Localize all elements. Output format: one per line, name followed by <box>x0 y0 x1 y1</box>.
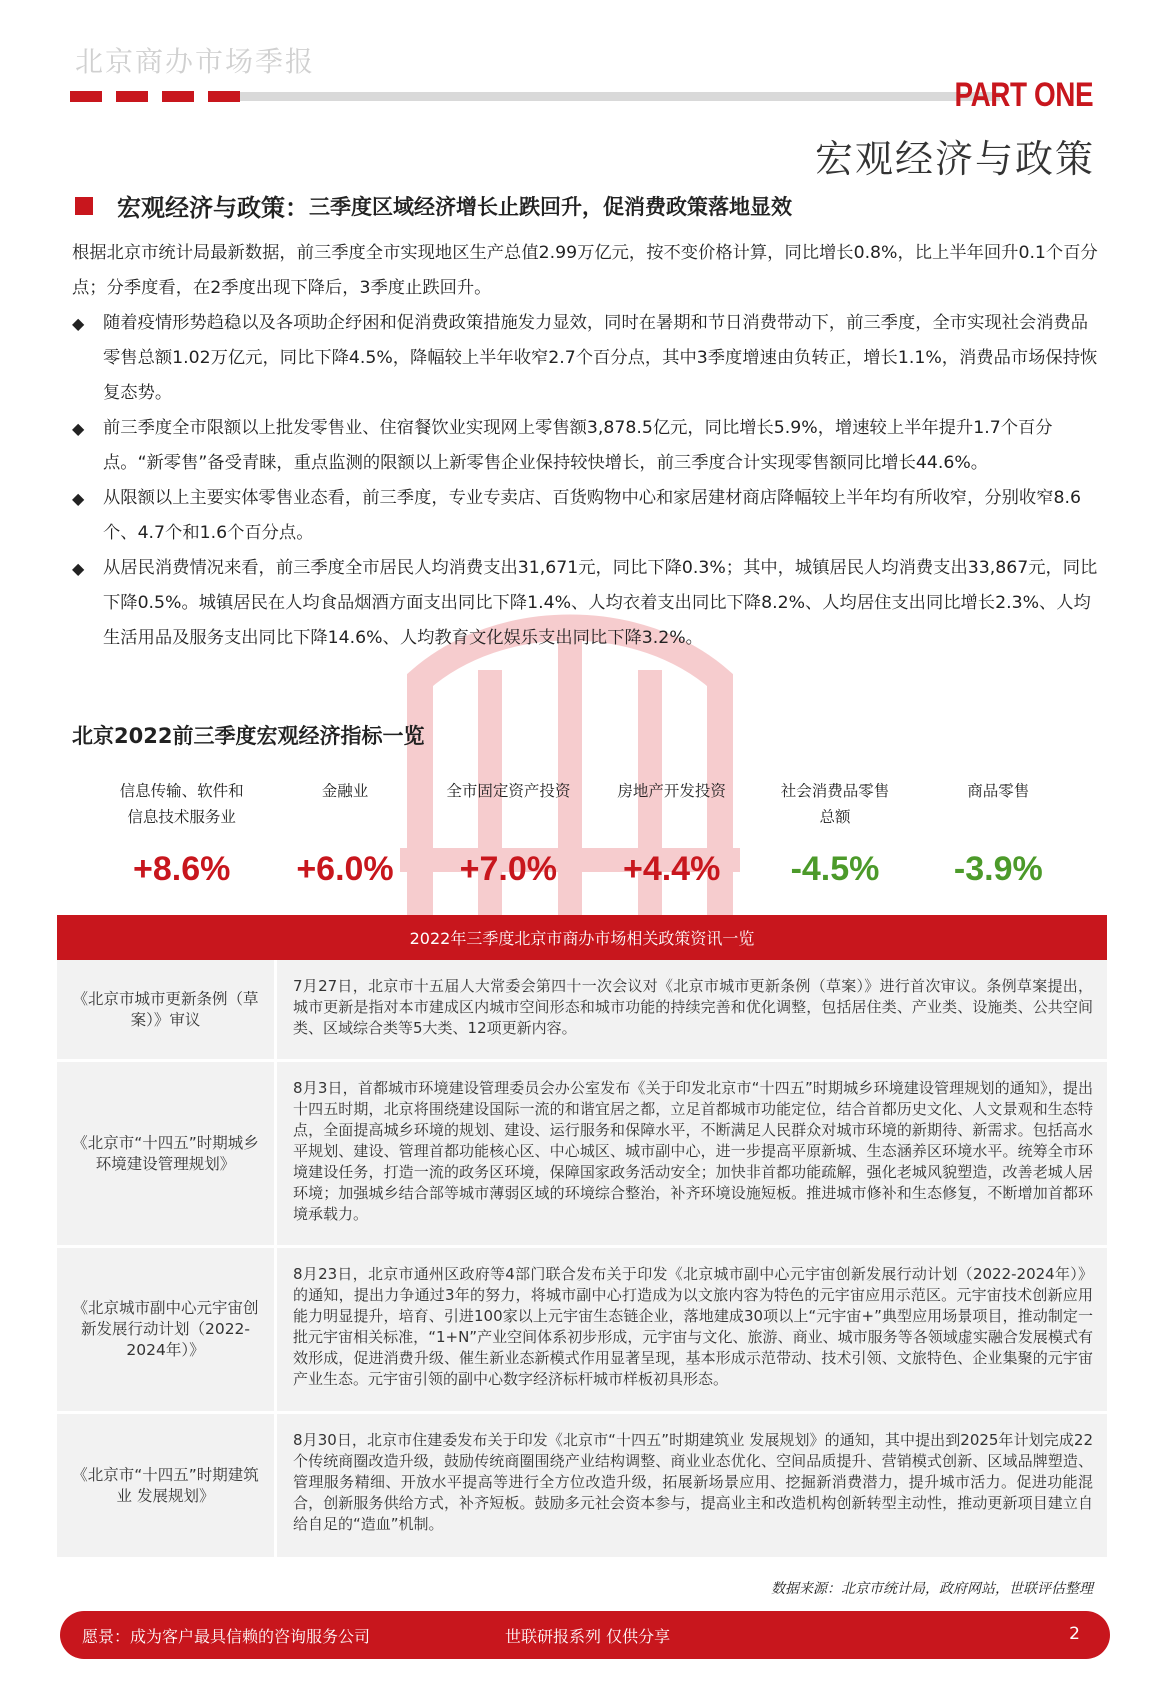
indicator-card <box>917 778 1080 889</box>
policy-table-title: 2022年三季度北京市商办市场相关政策资讯一览 <box>57 915 1107 960</box>
indicator-label: 房地产开发投资 <box>617 782 726 800</box>
policy-name: 《北京市城市更新条例（草案）》审议 <box>57 960 277 1059</box>
footer-series: 世联研报系列 仅供分享 <box>505 1627 671 1646</box>
indicator-value: -4.5% <box>790 850 880 888</box>
policy-desc: 8月23日，北京市通州区政府等4部门联合发布关于印发《北京城市副中心元宇宙创新发展行动计划（2022-2024年）》的通知，提出力争通过3年的努力，将城市副中心打造成为以文旅内容为特色的元宇宙应用示范区。元宇宙技术创新应用能力明显提升，培育、引进100家以上元宇宙生态链企业，落地建成30项以上“元宇宙+”典型应用场景项目，推动制定一批元宇宙相关标准，“1+N”产业空间体系初步形成，元宇宙与文化、旅游、商业、城市服务等各领域虚实融合发展模式有效形成，促进消费升级、催生新业态新模式作用显著呈现，基本形成示范带动、技术引领、文旅特色、企业集聚的元宇宙产业生态。元宇宙引领的副中心数字经济标杆城市样板初具形态。 <box>293 1265 1093 1388</box>
indicator-value: -3.9% <box>953 850 1043 888</box>
footer-bar <box>60 1611 1110 1659</box>
indicator-label: 商品零售 <box>967 782 1030 800</box>
intro-paragraph: 根据北京市统计局最新数据，前三季度全市实现地区生产总值2.99万亿元，按不变价格计算，同比增长0.8%，比上半年回升0.1个百分点；分季度看，在2季度出现下降后，3季度止跌回升。 <box>72 243 1098 298</box>
page-number: 2 <box>1069 1624 1080 1644</box>
indicator-card <box>100 778 263 889</box>
indicator-row <box>100 778 1080 889</box>
indicator-value: +6.0% <box>296 850 394 888</box>
indicator-value: +7.0% <box>459 850 557 888</box>
heading-main: 宏观经济与政策： <box>117 194 309 222</box>
indicator-card <box>427 778 590 889</box>
indicator-card <box>753 778 916 889</box>
indicator-label: 金融业 <box>321 782 369 800</box>
policy-table <box>57 915 1107 1560</box>
table-row <box>57 1248 1107 1414</box>
section-heading <box>75 188 792 223</box>
diamond-bullet-icon: ◆ <box>72 489 85 508</box>
diamond-bullet-icon: ◆ <box>72 559 85 578</box>
header-red-bar <box>116 91 148 102</box>
data-source-note: 数据来源：北京市统计局，政府网站，世联评估整理 <box>771 1581 1093 1597</box>
table-row <box>57 1062 1107 1248</box>
bullet-text: 从限额以上主要实体零售业态看，前三季度，专业专卖店、百货购物中心和家居建材商店降幅较上半年均有所收窄，分别收窄8.6个、4.7个和1.6个百分点。 <box>103 488 1081 543</box>
header-grey-bar <box>240 92 1000 101</box>
bullet-item <box>72 481 1102 551</box>
indicator-value: +8.6% <box>132 850 231 888</box>
bullet-text: 前三季度全市限额以上批发零售业、住宿餐饮业实现网上零售额3,878.5亿元，同比增长5.9%，增速较上半年提升1.7个百分点。“新零售”备受青睐，重点监测的限额以上新零售企业保持较快增长，前三季度合计实现零售额同比增长44.6%。 <box>103 418 1053 473</box>
indicator-label: 社会消费品零售 总额 <box>780 782 890 826</box>
header-divider <box>70 91 930 102</box>
table-row <box>57 960 1107 1062</box>
header-red-bar <box>208 91 240 102</box>
section-title: 宏观经济与政策 <box>814 137 1095 181</box>
header-red-bar <box>70 91 102 102</box>
indicator-label: 信息传输、软件和 信息技术服务业 <box>119 782 244 826</box>
indicators-title: 北京2022前三季度宏观经济指标一览 <box>72 724 425 748</box>
policy-name: 《北京市“十四五”时期城乡环境建设管理规划》 <box>57 1062 277 1245</box>
indicator-card <box>590 778 753 889</box>
policy-name: 《北京城市副中心元宇宙创新发展行动计划（2022-2024年）》 <box>57 1248 277 1411</box>
indicator-value: +4.4% <box>622 850 721 888</box>
policy-desc: 7月27日，北京市十五届人大常委会第四十一次会议对《北京市城市更新条例（草案）》进行首次审议。条例草案提出，城市更新是指对本市建成区内城市空间形态和城市功能的持续完善和优化调整，包括居住类、产业类、设施类、公共空间类、区域综合类等5大类、12项更新内容。 <box>293 977 1093 1037</box>
footer-vision: 愿景：成为客户最具信赖的咨询服务公司 <box>82 1627 371 1646</box>
policy-name: 《北京市“十四五”时期建筑业 发展规划》 <box>57 1414 277 1557</box>
bullet-item <box>72 306 1102 411</box>
bullet-item <box>72 551 1102 656</box>
report-series-title: 北京商办市场季报 <box>75 45 316 78</box>
heading-square-icon <box>75 197 93 215</box>
indicator-card <box>263 778 426 889</box>
body-text <box>72 236 1102 656</box>
heading-sub: 三季度区域经济增长止跌回升，促消费政策落地显效 <box>309 194 792 219</box>
bullet-text: 从居民消费情况来看，前三季度全市居民人均消费支出31,671元，同比下降0.3%；其中，城镇居民人均消费支出33,867元，同比下降0.5%。城镇居民在人均食品烟酒方面支出同比下降1.4%、人均衣着支出同比下降8.2%、人均居住支出同比增长2.3%、人均生活用品及服务支出同比下降14.6%、人均教育文化娱乐支出同比下降3.2%。 <box>103 558 1098 648</box>
bullet-item <box>72 411 1102 481</box>
diamond-bullet-icon: ◆ <box>72 419 85 438</box>
table-row <box>57 1414 1107 1560</box>
bullet-text: 随着疫情形势趋稳以及各项助企纾困和促消费政策措施发力显效，同时在暑期和节日消费带动下，前三季度，全市实现社会消费品零售总额1.02万亿元，同比下降4.5%，降幅较上半年收窄2.7个百分点，其中3季度增速由负转正，增长1.1%，消费品市场保持恢复态势。 <box>103 313 1098 403</box>
diamond-bullet-icon: ◆ <box>72 314 85 333</box>
header-red-bar <box>162 91 194 102</box>
policy-desc: 8月3日，首都城市环境建设管理委员会办公室发布《关于印发北京市“十四五”时期城乡环境建设管理规划的通知》，提出十四五时期，北京将围绕建设国际一流的和谐宜居之都，立足首都城市功能定位，结合首都历史文化、人文景观和生态特点，全面提高城乡环境的规划、建设、运行服务和保障水平，不断满足人民群众对城市环境的新期待、新需求。包括高水平规划、建设、管理首都功能核心区、中心城区、城市副中心，进一步提高平原新城、生态涵养区环境水平。统筹全市环境建设任务，打造一流的政务区环境，保障国家政务活动安全；加快非首都功能疏解，强化老城风貌塑造，改善老城人居环境；加强城乡结合部等城市薄弱区域的环境综合整治，补齐环境设施短板。推进城市修补和生态修复，不断增加首都环境承载力。 <box>293 1079 1093 1223</box>
indicator-label: 全市固定资产投资 <box>446 782 571 800</box>
part-label: PART ONE <box>954 76 1093 114</box>
policy-desc: 8月30日，北京市住建委发布关于印发《北京市“十四五”时期建筑业 发展规划》的通知，其中提出到2025年计划完成22个传统商圈改造升级，鼓励传统商圈围绕产业结构调整、商业业态优化、空间品质提升、营销模式创新、区域品牌塑造、管理服务精细、开放水平提高等进行全方位改造升级，拓展新场景应用、挖掘新消费潜力，提升城市活力。促进功能混合，创新服务供给方式，补齐短板。鼓励多元社会资本参与，提高业主和改造机构创新转型主动性，推动更新项目建立自给自足的“造血”机制。 <box>293 1431 1093 1533</box>
